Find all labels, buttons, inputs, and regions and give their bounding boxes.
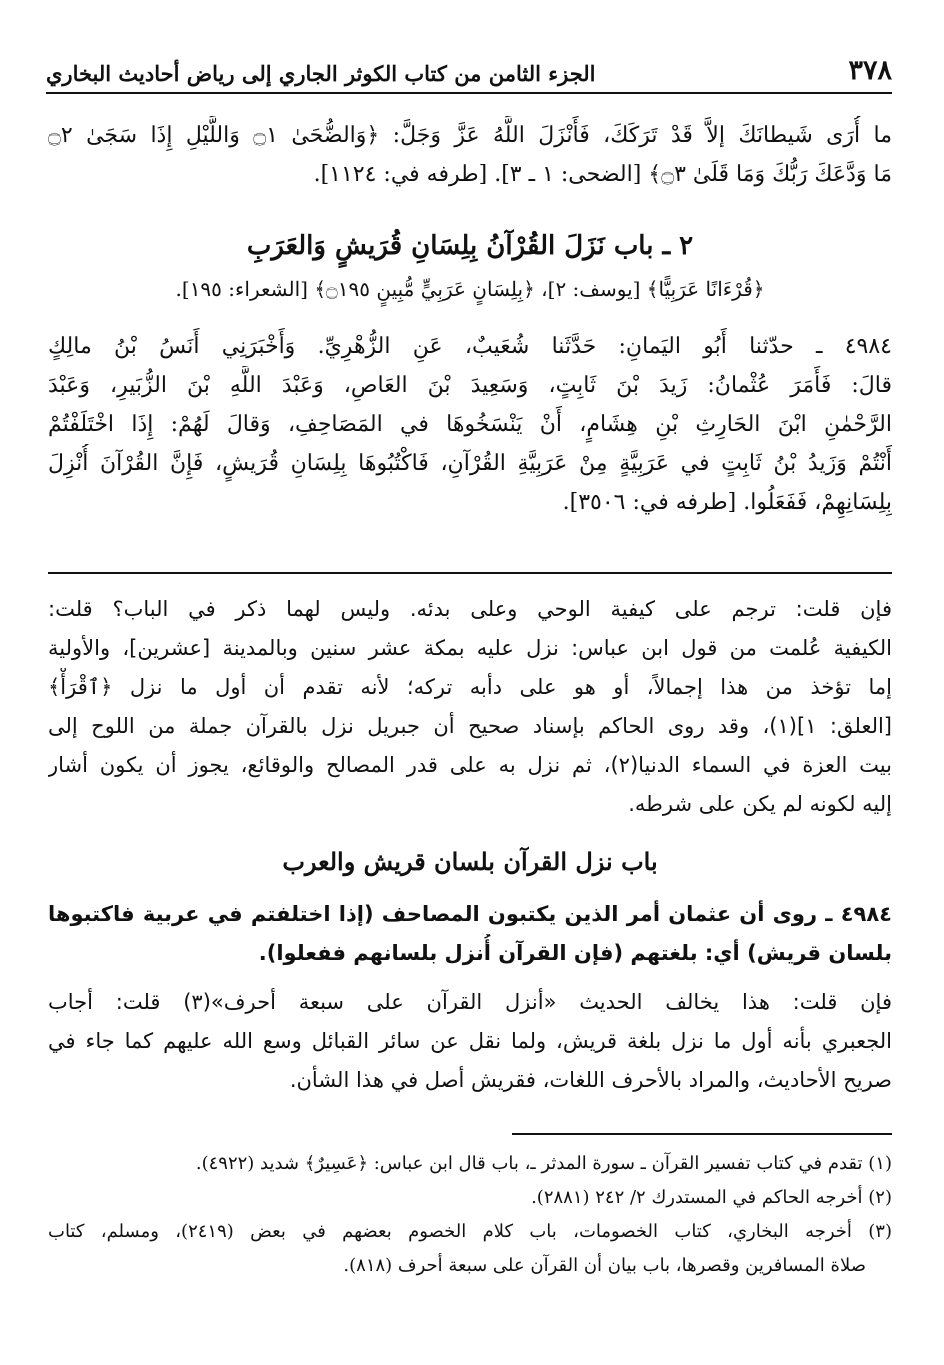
- text-line: صريح الأحاديث، والمراد بالأحرف اللغات، فقريش أصل في هذا الشأن.: [289, 1068, 892, 1092]
- footnote-divider: [512, 1133, 892, 1135]
- text-line: إما تؤخذ من هذا إجمالاً، أو هو على دأبه تركه؛ لأنه تقدم أن أول ما نزل ﴿ٱقْرَأْ﴾: [48, 675, 892, 699]
- text-line: ما أُرَى شَيطانَكَ إلاَّ قَدْ تَرَكَكَ، فَأَنْزَلَ اللَّهُ عَزَّ وَجَلَّ: ﴿وَالضُّحَىٰ ۝١ وَاللَّيْلِ إِذَا سَجَىٰ ۝٢: [48, 123, 892, 148]
- running-title: الجزء الثامن من كتاب الكوثر الجاري إلى رياض أحاديث البخاري: [46, 61, 596, 86]
- text-line: مَا وَدَّعَكَ رَبُّكَ وَمَا قَلَىٰ ۝٣﴾ [الضحى: ١ ـ ٣]. [طرفه في: ١١٢٤].: [313, 162, 892, 187]
- chapter-heading: [48, 222, 892, 309]
- chapter-verses: ﴿قُرْءَانًا عَرَبِيًّا﴾ [يوسف: ٢]، ﴿بِلِسَانٍ عَرَبِيٍّ مُّبِينٍ ۝١٩٥﴾ [الشعراء: ١٩٥].: [175, 277, 765, 301]
- text-line: ٤٩٨٤ ـ حدّثنا أَبُو اليَمانِ: حَدَّثَنا شُعَيبٌ، عَنِ الزُّهْرِيِّ. وَأَخْبَرَنِي أَنَسُ بْنُ مالِكٍ: [48, 334, 892, 359]
- page-header: [46, 55, 892, 94]
- footnote: (٣) أخرجه البخاري، كتاب الخصومات، باب كلام الخصوم بعضهم في بعض (٢٤١٩)، ومسلم، كتاب: [48, 1221, 892, 1242]
- commentary-text: [48, 590, 892, 824]
- text-line: بلسان قريش) أي: بلغتهم (فإن القرآن أُنزل بلسانهم ففعلوا).: [258, 941, 892, 965]
- footnotes: [48, 1147, 892, 1283]
- footnote: (٢) أخرجه الحاكم في المستدرك ٢/ ٢٤٢ (٢٨٨١).: [531, 1187, 892, 1208]
- commentary-hadith-summary: [48, 895, 892, 973]
- intro-text: [48, 116, 892, 194]
- text-line: [العلق: ١](١)، وقد روى الحاكم بإسناد صحيح أن جبريل نزل بالقرآن جملة من اللوح إلى: [48, 714, 892, 738]
- text-line: قالَ: فَأَمَرَ عُثْمانُ: زَيدَ بْنَ ثَابِتٍ، وَسَعِيدَ بْنَ العَاصِ، وَعَبْدَ اللَّهِ بْنَ الزُّبَيرِ، وَعَبْدَ: [48, 373, 892, 398]
- text-line: إليه لكونه لم يكن على شرطه.: [628, 792, 892, 816]
- hadith-text: [48, 327, 892, 522]
- commentary-chapter: [48, 838, 892, 886]
- footnote: (١) تقدم في كتاب تفسير القرآن ـ سورة المدثر ـ، باب قال ابن عباس: ﴿عَسِيرٌ﴾ شديد (٤٩٢٢).: [195, 1153, 892, 1174]
- text-line: الكيفية عُلمت من قول ابن عباس: نزل عليه بمكة عشر سنين وبالمدينة [عشرين]، والأولية: [48, 636, 892, 660]
- text-line: أَنْتُمْ وَزَيدُ بْنُ ثَابِتٍ في عَرَبِيَّةٍ مِنْ عَرَبِيَّةِ القُرْآنِ، فَاكْتُبُوهَا بِلِسَانِ قُرَيشٍ، فَإِنَّ القُرْآنَ أُنْزِلَ: [48, 451, 892, 476]
- text-line: فإن قلت: ترجم على كيفية الوحي وعلى بدئه. وليس لهما ذكر في الباب؟ قلت:: [48, 597, 892, 621]
- section-divider: [48, 572, 892, 574]
- commentary-text-2: [48, 983, 892, 1100]
- text-line: الجعبري بأنه أول ما نزل بلغة قريش، ولما نقل عن سائر القبائل وسع الله عليهم كما جاء في: [48, 1029, 892, 1053]
- page-number: ٣٧٨: [848, 55, 892, 86]
- commentary-chapter-title: باب نزل القرآن بلسان قريش والعرب: [282, 847, 658, 876]
- text-line: بيت العزة في السماء الدنيا(٢)، ثم نزل به على قدر المصالح والوقائع، يجوز أن يكون أشار: [48, 753, 892, 777]
- text-line: ٤٩٨٤ ـ روى أن عثمان أمر الذين يكتبون المصاحف (إذا اختلفتم في عربية فاكتبوها: [48, 902, 892, 926]
- text-line: فإن قلت: هذا يخالف الحديث «أنزل القرآن على سبعة أحرف»(٣) قلت: أجاب: [48, 990, 892, 1014]
- text-line: بِلِسَانِهِمْ، فَفَعَلُوا. [طرفه في: ٣٥٠٦].: [562, 490, 892, 515]
- chapter-title: ٢ ـ باب نَزَلَ القُرْآنُ بِلِسَانِ قُرَيشٍ وَالعَرَبِ: [246, 231, 694, 261]
- footnote-continuation: صلاة المسافرين وقصرها، باب بيان أن القرآن على سبعة أحرف (٨١٨).: [343, 1255, 866, 1276]
- text-line: الرَّحْمٰنِ ابْنَ الحَارِثِ بْنِ هِشَامٍ، أَنْ يَنْسَخُوهَا في المَصَاحِفِ، وَقالَ لَهُمْ: إِذَا اخْتَلَفْتُمْ: [48, 412, 892, 437]
